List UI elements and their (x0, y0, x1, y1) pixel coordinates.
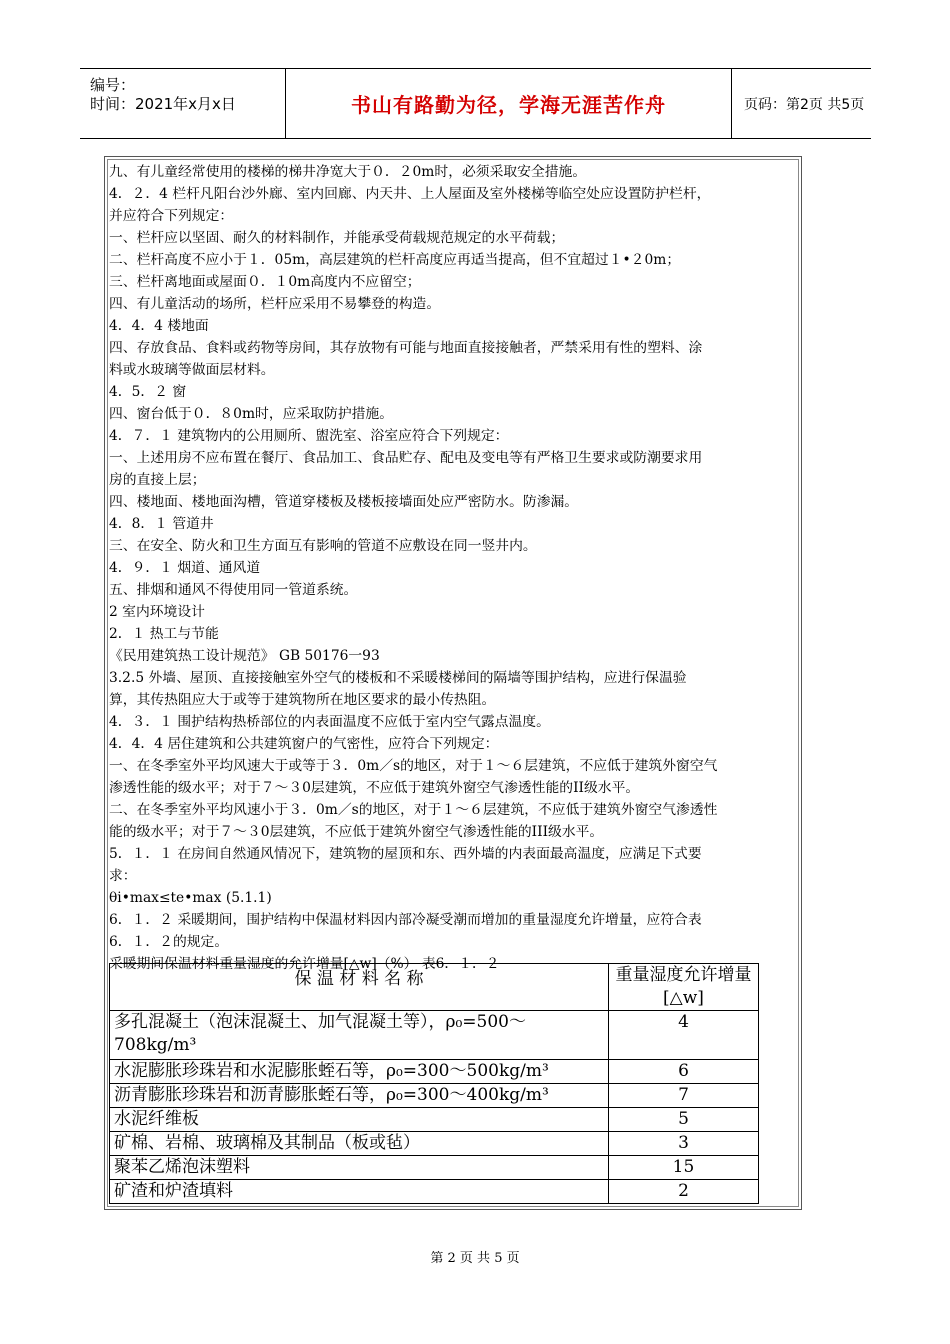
text-line: 五、排烟和通风不得使用同一管道系统。 (109, 582, 358, 598)
table-body (110, 1011, 759, 1204)
material-name-cell: 水泥纤维板 (110, 1108, 609, 1132)
text-line: 四、存放食品、食料或药物等房间，其存放物有可能与地面直接接触者，严禁采用有性的塑料、涂 (109, 340, 703, 356)
text-line: 一、上述用房不应布置在餐厅、食品加工、食品贮存、配电及变电等有严格卫生要求或防潮要求用 (109, 450, 703, 466)
text-line: 4．３．１ 围护结构热桥部位的内表面温度不应低于室内空气露点温度。 (109, 714, 550, 730)
increment-value-cell: 7 (609, 1084, 759, 1108)
table-row (110, 1108, 759, 1132)
text-line: 房的直接上层； (109, 472, 206, 488)
text-line: 5．１．１ 在房间自然通风情况下，建筑物的屋顶和东、西外墙的内表面最高温度，应满足下式要 (109, 846, 702, 862)
increment-value-cell: 3 (609, 1132, 759, 1156)
text-line: 四、楼地面、楼地面沟槽，管道穿楼板及楼板接墙面处应严密防水。防渗漏。 (109, 494, 579, 510)
material-name-cell: 聚苯乙烯泡沫塑料 (110, 1156, 609, 1180)
text-line: 一、在冬季室外平均风速大于或等于３．0m／s的地区，对于１～６层建筑，不应低于建筑外窗空气 (109, 758, 718, 774)
text-line: 6．１．２的规定。 (109, 934, 229, 950)
increment-value-cell: 2 (609, 1180, 759, 1204)
table-row (110, 1060, 759, 1084)
date-label: 时间：2021年x月x日 (90, 95, 236, 113)
material-name-cell: 多孔混凝土（泡沫混凝土、加气混凝土等），ρ₀=500～708kg/m³ (110, 1011, 609, 1060)
increment-value-cell: 4 (609, 1011, 759, 1060)
text-line: 并应符合下列规定： (109, 208, 234, 224)
table-header-material: 保 温 材 料 名 称 (110, 964, 609, 1011)
table-row (110, 1011, 759, 1060)
text-line: 一、栏杆应以坚固、耐久的材料制作，并能承受荷载规范规定的水平荷载； (109, 230, 565, 246)
increment-value-cell: 6 (609, 1060, 759, 1084)
text-line: 三、在安全、防火和卫生方面互有影响的管道不应敷设在同一竖井内。 (109, 538, 537, 554)
text-line: 采暖期间保温材料重量湿度的允许增量[△w]（%） 表6．１．２ (109, 956, 500, 972)
text-line: 4．７．１ 建筑物内的公用厕所、盥洗室、浴室应符合下列规定： (109, 428, 509, 444)
text-line: 3.2.5 外墙、屋顶、直接接触室外空气的楼板和不采暖楼梯间的隔墙等围护结构，应进行保温验 (109, 670, 687, 686)
text-line: θi•max≤te•max (5.1.1) (109, 890, 272, 906)
text-line: 九、有儿童经常使用的楼梯的梯井净宽大于０．２0m时，必须采取安全措施。 (109, 164, 587, 180)
text-line: 4．4．4 楼地面 (109, 318, 209, 334)
page-header (80, 68, 871, 139)
text-line: 6．１．２ 采暖期间，围护结构中保温材料因内部冷凝受潮而增加的重量湿度允许增量，应符合表 (109, 912, 702, 928)
increment-value-cell: 15 (609, 1156, 759, 1180)
table-row (110, 1180, 759, 1204)
document-body (109, 161, 797, 975)
text-line: 2．１ 热工与节能 (109, 626, 219, 642)
header-page-info: 页码：第2页 共5页 (744, 96, 865, 113)
text-line: 料或水玻璃等做面层材料。 (109, 362, 275, 378)
table-row (110, 1084, 759, 1108)
text-line: 4．９．１ 烟道、通风道 (109, 560, 261, 576)
text-line: 4．8．１ 管道井 (109, 516, 214, 532)
text-line: 4．4．4 居住建筑和公共建筑窗户的气密性，应符合下列规定： (109, 736, 499, 752)
material-name-cell: 矿渣和炉渣填料 (110, 1180, 609, 1204)
material-name-cell: 矿棉、岩棉、玻璃棉及其制品（板或毡） (110, 1132, 609, 1156)
table-row (110, 1156, 759, 1180)
text-line: 二、栏杆高度不应小于１．05m，高层建筑的栏杆高度应再适当提高，但不宜超过１•２0m； (109, 252, 681, 268)
table-row (110, 1132, 759, 1156)
text-line: 算，其传热阻应大于或等于建筑物所在地区要求的最小传热阻。 (109, 692, 496, 708)
text-line: 能的级水平；对于７～３0层建筑，不应低于建筑外窗空气渗透性能的III级水平。 (109, 824, 604, 840)
material-name-cell: 水泥膨胀珍珠岩和水泥膨胀蛭石等，ρ₀=300～500kg/m³ (110, 1060, 609, 1084)
text-line: 4．5．２ 窗 (109, 384, 187, 400)
text-line: 四、窗台低于０．８0m时，应采取防护措施。 (109, 406, 394, 422)
header-motto: 书山有路勤为径，学海无涯苦作舟 (286, 69, 732, 138)
table-header-increment: 重量湿度允许增量[△w] (609, 964, 759, 1011)
material-name-cell: 沥青膨胀珍珠岩和沥青膨胀蛭石等，ρ₀=300～400kg/m³ (110, 1084, 609, 1108)
text-line: 求： (109, 868, 137, 884)
header-meta (80, 69, 286, 138)
text-line: 四、有儿童活动的场所，栏杆应采用不易攀登的构造。 (109, 296, 441, 312)
text-line: 2 室内环境设计 (109, 604, 205, 620)
text-line: 4．２．4 栏杆凡阳台沙外廊、室内回廊、内天井、上人屋面及室外楼梯等临空处应设置防护栏杆， (109, 186, 711, 202)
text-line: 《民用建筑热工设计规范》 GB 50176一93 (109, 648, 380, 664)
page-footer: 第 2 页 共 5 页 (430, 1251, 520, 1266)
table-header-row (110, 964, 759, 1011)
content-frame (104, 156, 802, 1210)
moisture-table (109, 963, 759, 1204)
increment-value-cell: 5 (609, 1108, 759, 1132)
text-line: 三、栏杆离地面或屋面０．１0m高度内不应留空； (109, 274, 421, 290)
text-line: 渗透性能的级水平；对于７～３0层建筑，不应低于建筑外窗空气渗透性能的II级水平。 (109, 780, 640, 796)
number-label: 编号： (90, 76, 136, 94)
text-line: 二、在冬季室外平均风速小于３．0m／s的地区，对于１～６层建筑，不应低于建筑外窗空气渗透性 (109, 802, 718, 818)
